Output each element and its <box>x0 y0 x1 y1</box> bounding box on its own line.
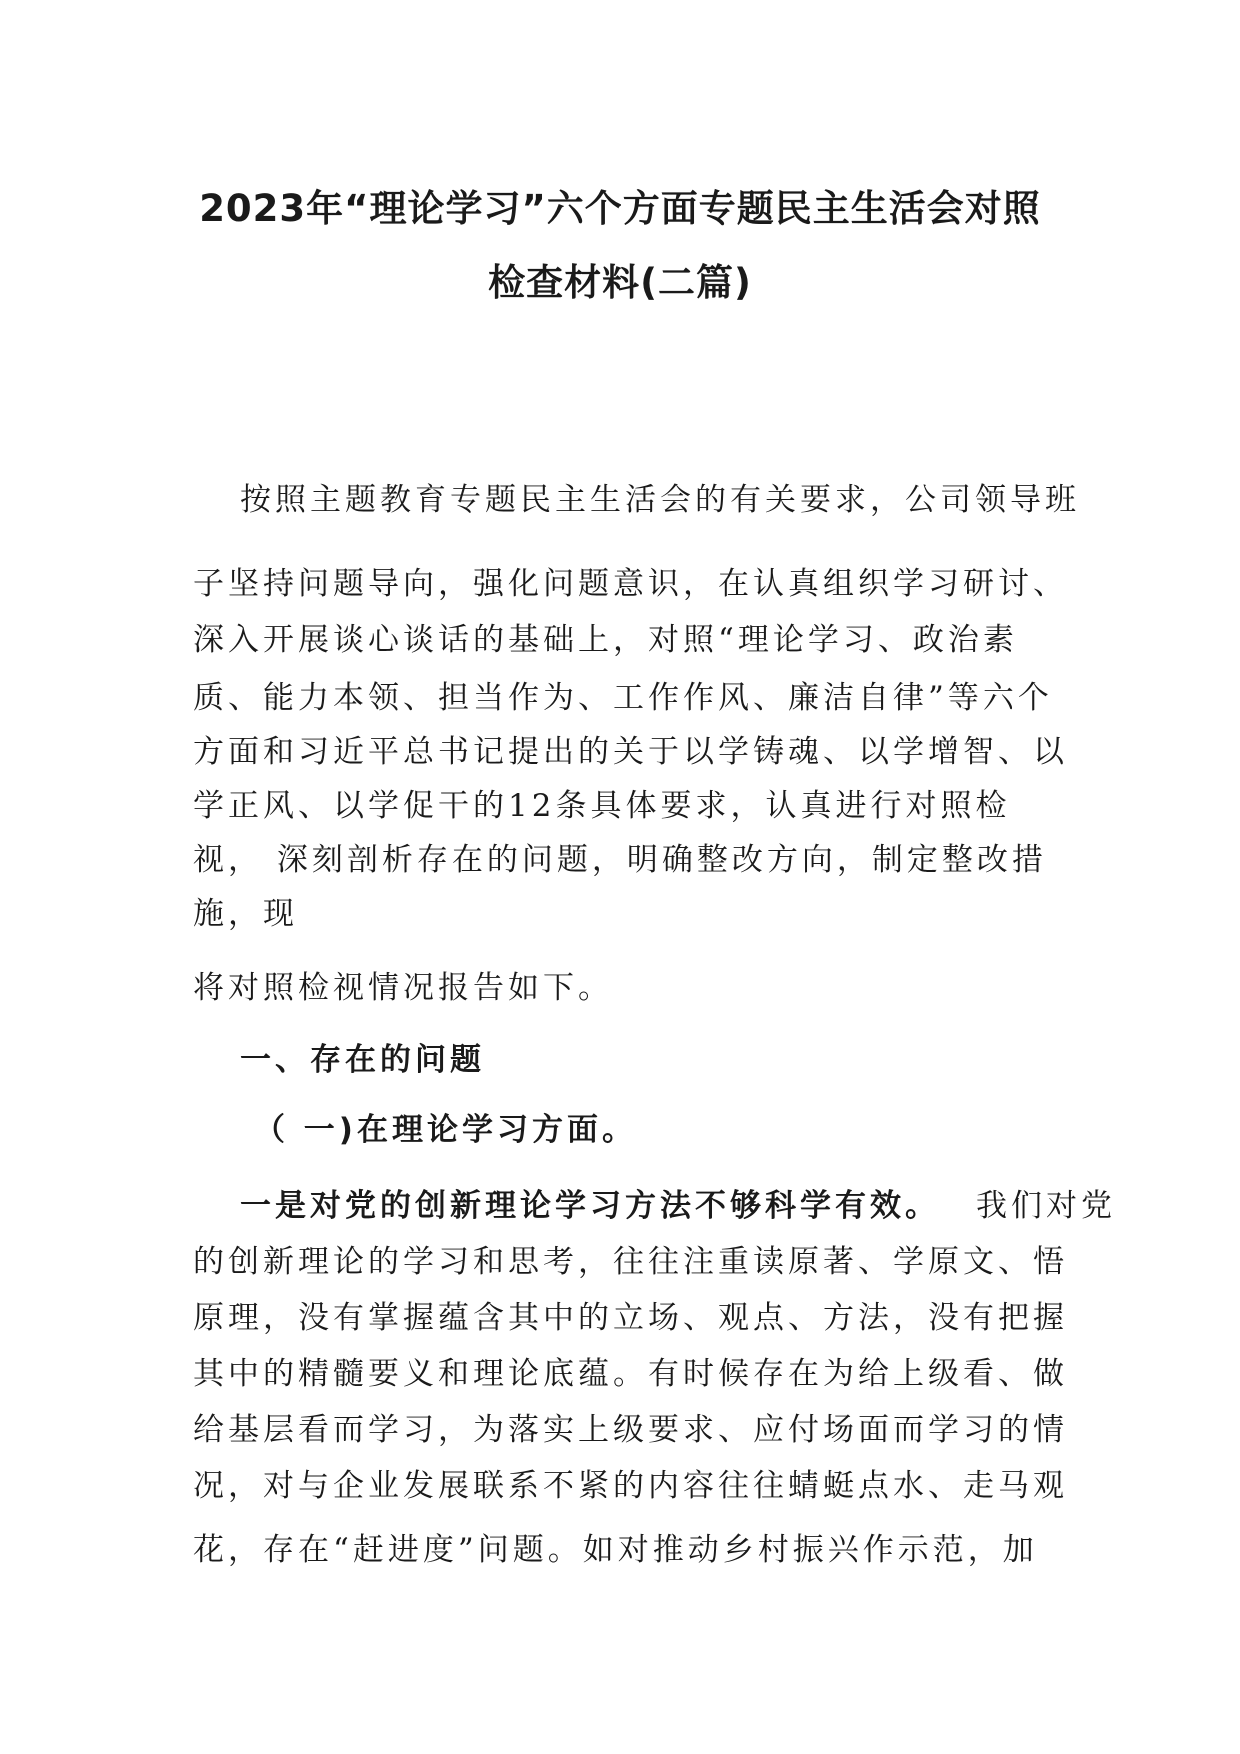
intro-line: 质、能力本领、担当作为、工作作风、廉洁自律”等六个 <box>193 680 1053 716</box>
body-line: 花，存在“赶进度”问题。如对推动乡村振兴作示范，加 <box>193 1532 1038 1568</box>
document-title-line-1: 2023年“理论学习”六个方面专题民主生活会对照 <box>199 187 1041 230</box>
intro-line: 学正风、以学促干的12条具体要求，认真进行对照检 <box>193 788 1011 824</box>
intro-line: 方面和习近平总书记提出的关于以学铸魂、以学增智、以 <box>193 734 1068 770</box>
point-lead-tail: 我们对党 <box>976 1188 1116 1224</box>
body-line: 其中的精髓要义和理论底蕴。有时候存在为给上级看、做 <box>193 1356 1068 1392</box>
intro-line: 按照主题教育专题民主生活会的有关要求，公司领导班 <box>240 482 1080 518</box>
intro-line: 将对照检视情况报告如下。 <box>193 970 613 1006</box>
subsection-heading: （ 一)在理论学习方面。 <box>254 1112 637 1148</box>
body-line: 的创新理论的学习和思考，往往注重读原著、学原文、悟 <box>193 1244 1068 1280</box>
intro-line: 深入开展谈心谈话的基础上，对照“理论学习、政治素 <box>193 622 1018 658</box>
point-line <box>240 1180 1116 1225</box>
intro-line: 视， 深刻剖析存在的问题，明确整改方向，制定整改措 <box>193 842 1047 878</box>
document-title-line-2: 检查材料(二篇) <box>488 261 752 304</box>
point-lead-bold: 一是对党的创新理论学习方法不够科学有效。 <box>240 1188 940 1224</box>
intro-line: 施，现 <box>193 896 298 932</box>
intro-line: 子坚持问题导向，强化问题意识，在认真组织学习研讨、 <box>193 566 1068 602</box>
body-line: 况，对与企业发展联系不紧的内容往往蜻蜓点水、走马观 <box>193 1468 1068 1504</box>
section-heading: 一、存在的问题 <box>240 1042 485 1078</box>
body-line: 给基层看而学习，为落实上级要求、应付场面而学习的情 <box>193 1412 1068 1448</box>
body-line: 原理，没有掌握蕴含其中的立场、观点、方法，没有把握 <box>193 1300 1068 1336</box>
